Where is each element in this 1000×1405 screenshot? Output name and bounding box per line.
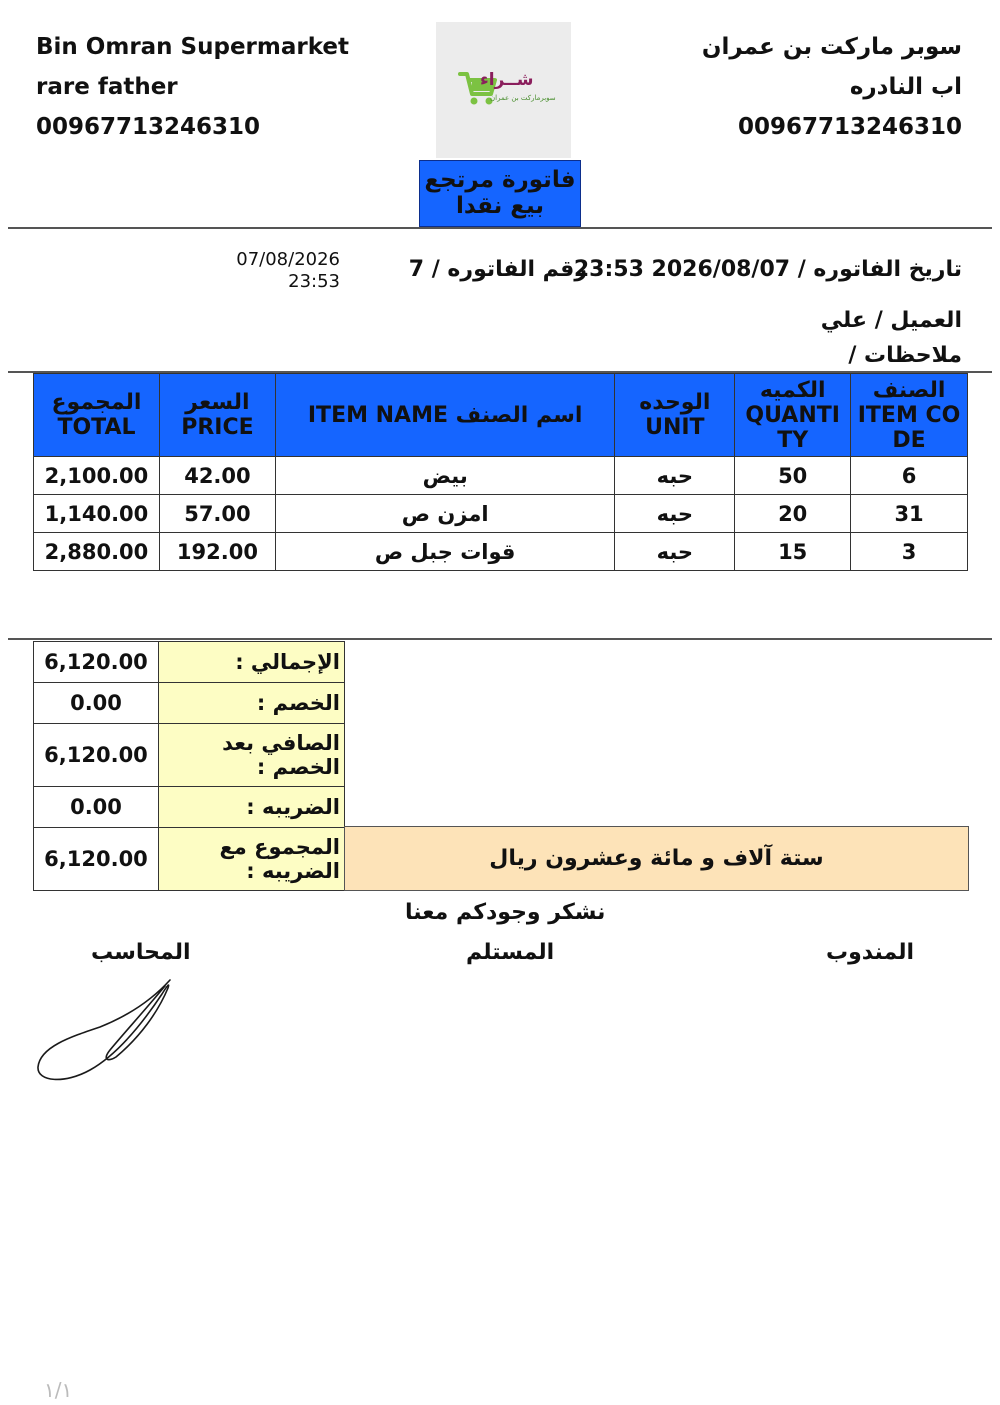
row-item-name: بيض <box>275 457 615 495</box>
header-qty-ar: الكميه <box>759 377 826 403</box>
row-total: 2,100.00 <box>34 457 160 495</box>
row-total: 2,880.00 <box>34 533 160 571</box>
logo <box>436 22 571 158</box>
row-item-name: قوات جبل ص <box>275 533 615 571</box>
print-date: 07/08/2026 <box>236 249 340 270</box>
totals-divider <box>8 638 992 640</box>
subtotal-value: 6,120.00 <box>34 642 159 683</box>
row-quantity: 20 <box>735 495 851 533</box>
company-name-ar: سوبر ماركت بن عمران <box>701 34 962 60</box>
company-phone-ar: 00967713246310 <box>737 114 962 140</box>
net-value: 6,120.00 <box>34 724 159 787</box>
invoice-number: رقم الفاتوره / 7 <box>408 257 587 282</box>
tax-value: 0.00 <box>34 787 159 828</box>
document-title-line2: بيع نقدا <box>455 193 545 219</box>
header-price-en: PRICE <box>181 415 254 440</box>
discount-value: 0.00 <box>34 683 159 724</box>
header-unit-en: UNIT <box>645 415 705 440</box>
header-divider <box>8 227 992 229</box>
header-price-ar: السعر <box>185 390 250 415</box>
items-table <box>33 373 968 571</box>
header-item-code <box>851 374 968 457</box>
header-code-ar: الصنف <box>872 377 946 403</box>
logo-title: شــراء <box>480 70 534 90</box>
totals-row-grand <box>34 828 345 891</box>
notes: ملاحظات / <box>848 343 962 368</box>
signature-receiver: المستلم <box>466 940 555 965</box>
row-total: 1,140.00 <box>34 495 160 533</box>
company-name-en: Bin Omran Supermarket <box>36 34 350 60</box>
document-title-line1: فاتورة مرتجع <box>424 167 576 193</box>
totals-table <box>33 641 345 891</box>
items-header-row <box>34 374 968 457</box>
logo-subtitle: سوبرماركت بن عمران <box>490 94 556 102</box>
grand-total-value: 6,120.00 <box>34 828 159 891</box>
table-row <box>34 495 968 533</box>
net-label: الصافي بعد الخصم : <box>159 724 345 787</box>
header-total-en: TOTAL <box>57 415 136 440</box>
row-unit: حبه <box>615 533 735 571</box>
handwritten-signature <box>30 972 180 1087</box>
row-quantity: 50 <box>735 457 851 495</box>
customer-name: العميل / علي <box>820 308 962 333</box>
row-price: 42.00 <box>159 457 275 495</box>
grand-total-label: المجموع مع الضريبه : <box>159 828 345 891</box>
header-quantity <box>735 374 851 457</box>
row-price: 192.00 <box>159 533 275 571</box>
company-city-ar: اب النادره <box>849 74 962 100</box>
header-unit-ar: الوحده <box>639 390 711 415</box>
tax-label: الضريبه : <box>159 787 345 828</box>
table-row <box>34 457 968 495</box>
header-unit <box>615 374 735 457</box>
totals-row-discount <box>34 683 345 724</box>
row-item-name: امزن ص <box>275 495 615 533</box>
header-total-ar: المجموع <box>51 390 142 415</box>
totals-row-subtotal <box>34 642 345 683</box>
header-total <box>34 374 160 457</box>
row-quantity: 15 <box>735 533 851 571</box>
table-row <box>34 533 968 571</box>
totals-row-net <box>34 724 345 787</box>
company-phone-en: 00967713246310 <box>36 114 261 140</box>
thanks-message: نشكر وجودكم معنا <box>405 900 606 925</box>
amount-in-words: ستة آلاف و مائة وعشرون ريال <box>344 826 969 891</box>
invoice-date: تاريخ الفاتوره / 2026/08/07 23:53 <box>573 257 962 282</box>
print-time: 23:53 <box>288 271 340 292</box>
row-unit: حبه <box>615 495 735 533</box>
company-city-en: rare father <box>36 74 178 100</box>
subtotal-label: الإجمالي : <box>159 642 345 683</box>
header-qty-en: QUANTITY <box>745 402 840 453</box>
header-price <box>159 374 275 457</box>
signature-delegate: المندوب <box>826 940 915 965</box>
header-item-name <box>275 374 615 457</box>
discount-label: الخصم : <box>159 683 345 724</box>
row-item-code: 6 <box>851 457 968 495</box>
page-number: ١/١ <box>44 1378 73 1402</box>
header-code-en: ITEM CODE <box>857 402 961 453</box>
signature-accountant: المحاسب <box>91 940 191 965</box>
row-price: 57.00 <box>159 495 275 533</box>
document-title <box>419 160 581 227</box>
row-item-code: 31 <box>851 495 968 533</box>
totals-row-tax <box>34 787 345 828</box>
row-unit: حبه <box>615 457 735 495</box>
print-datetime <box>236 249 340 293</box>
header-item-name-label: ITEM NAME اسم الصنف <box>307 402 583 428</box>
row-item-code: 3 <box>851 533 968 571</box>
